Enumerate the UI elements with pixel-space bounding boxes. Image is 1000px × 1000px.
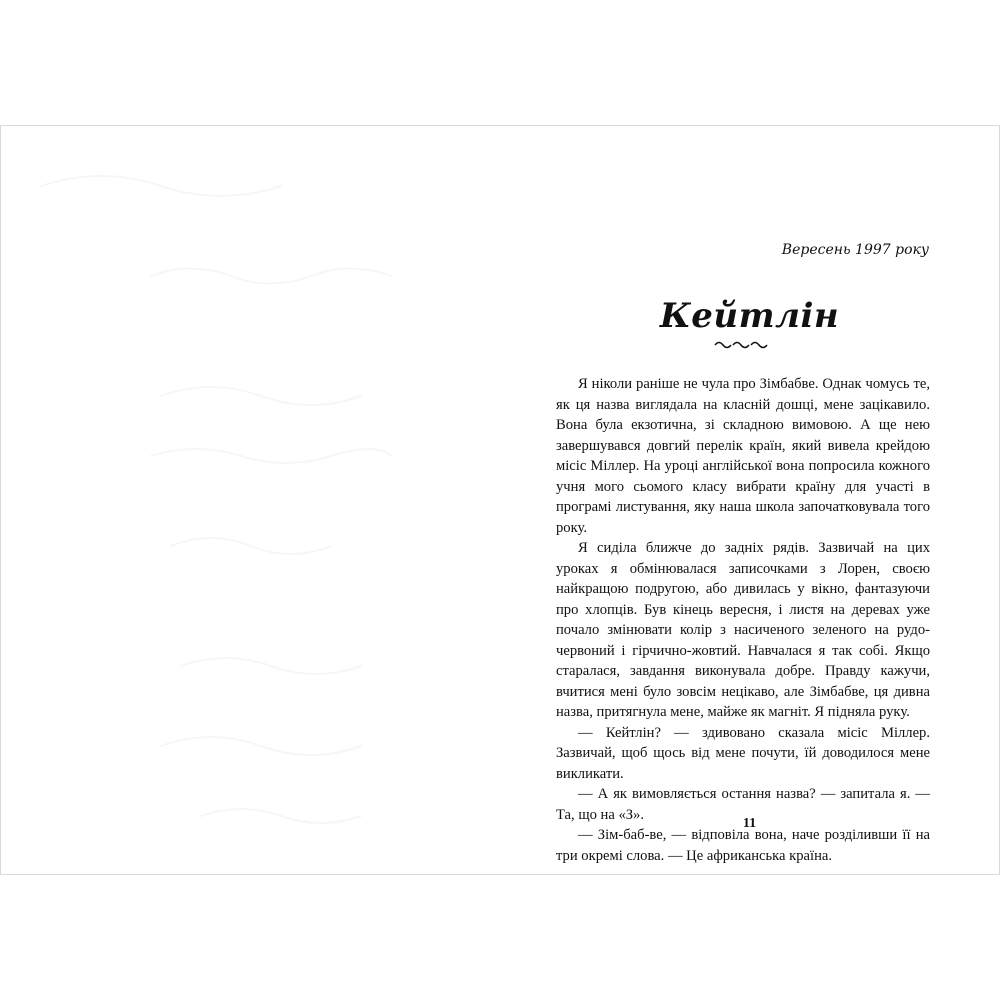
paragraph: — Кейтлін? — здивовано сказала місіс Міллер. Зазвичай, щоб щось від мене почути, їй доводилося мене викликати. xyxy=(556,724,930,782)
faint-watermark-pattern xyxy=(1,126,500,874)
paragraph: — Зім-баб-ве, — відповіла вона, наче розділивши її на три окремі слова. — Це африканська країна. xyxy=(556,827,930,864)
right-page xyxy=(500,126,999,874)
wave-ornament-icon xyxy=(713,339,769,349)
body-text xyxy=(556,374,930,866)
chapter-title: Кейтлін xyxy=(659,296,840,336)
left-page xyxy=(1,126,500,874)
paragraph: — А як вимовляється остання назва? — запитала я. — Та, що на «З». xyxy=(556,786,930,823)
paragraph: Я ніколи раніше не чула про Зімбабве. Однак чомусь те, як ця назва виглядала на класній дошці, мене зацікавило. Вона була екзотична, зі складною вимовою. А ще нею завершувався довгий перелік країн, який вивела крейдою місіс Міллер. На уроці англійської вона попросила кожного учня мого сьомого класу вибрати країну для участі в програмі листування, яку наша школа започатковувала того року. xyxy=(556,376,930,536)
page-number: 11 xyxy=(742,816,757,831)
dateline: Вересень 1997 року xyxy=(781,242,929,258)
book-spread xyxy=(0,125,1000,875)
paragraph: Я сиділа ближче до задніх рядів. Зазвичай на цих уроках я обмінювалася записочками з Лорен, своєю найкращою подругою, або дивилась у вікно, фантазуючи про хлопців. Був кінець вересня, і листя на деревах уже почало змінювати колір з насиченого зеленого на рудо-червоний і гірчично-жовтий. Навчалася я так собі. Якщо старалася, завдання виконувала добре. Правду кажучи, вчитися мені було зовсім нецікаво, але Зімбабве, ця дивна назва, притягнула мене, майже як магніт. Я підняла руку. xyxy=(556,540,930,720)
